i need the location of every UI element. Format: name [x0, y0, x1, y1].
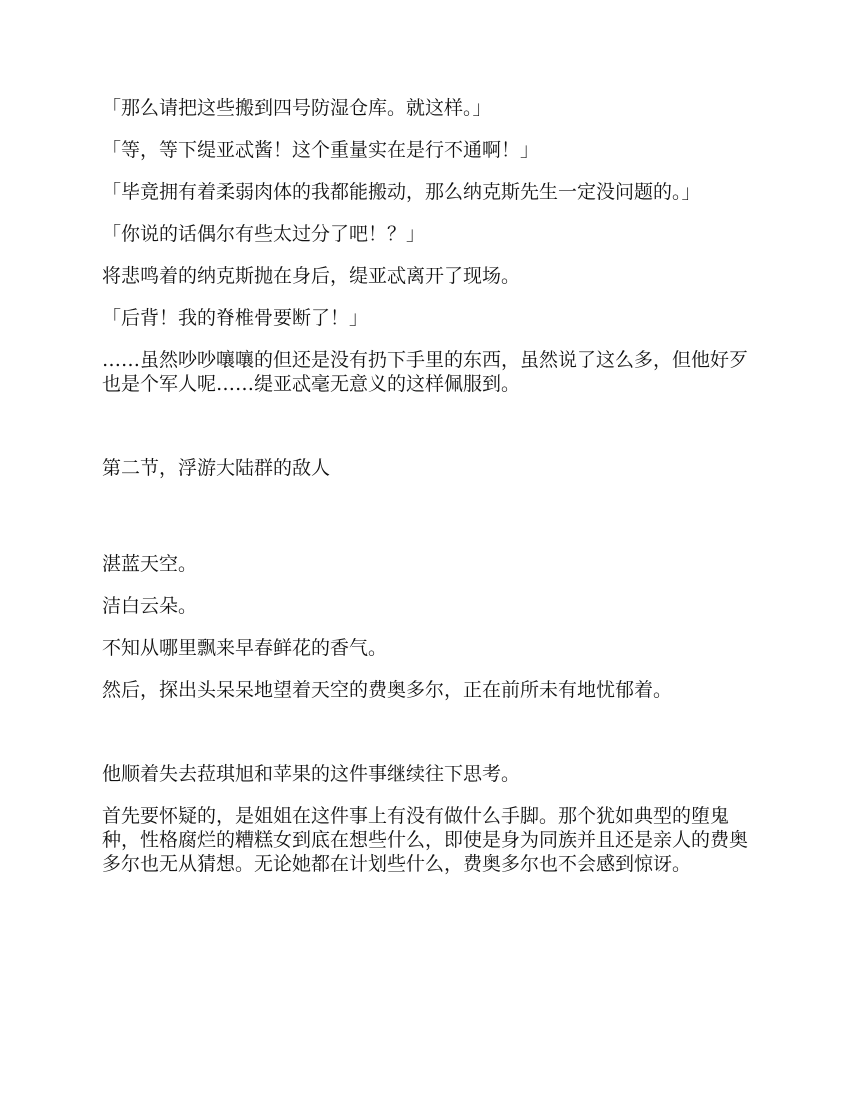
narration-paragraph: 然后，探出头呆呆地望着天空的费奥多尔，正在前所未有地忧郁着。	[102, 679, 673, 701]
dialogue-line: 「毕竟拥有着柔弱肉体的我都能搬动，那么纳克斯先生一定没问题的。」	[102, 181, 701, 203]
dialogue-line: 「等，等下缇亚忒酱！这个重量实在是行不通啊！」	[102, 139, 540, 161]
document-page	[102, 96, 752, 894]
narration-paragraph: 首先要怀疑的，是姐姐在这件事上有没有做什么手脚。那个犹如典型的堕鬼种，性格腐烂的糟糕女到底在想些什么，即使是身为同族并且还是亲人的费奥多尔也无从猜想。无论她都在计划些什么，费奥多尔也不会感到惊讶。	[102, 805, 749, 875]
narration-paragraph: 湛蓝天空。	[102, 553, 198, 575]
narration-paragraph: 洁白云朵。	[102, 595, 198, 617]
section-title: 第二节，浮游大陆群的敌人	[102, 457, 331, 479]
narration-paragraph: 他顺着失去菈琪旭和苹果的这件事继续往下思考。	[102, 763, 521, 785]
narration-paragraph: ……虽然吵吵嚷嚷的但还是没有扔下手里的东西，虽然说了这么多，但他好歹也是个军人呢……缇亚忒毫无意义的这样佩服到。	[102, 349, 749, 395]
dialogue-line: 「后背！我的脊椎骨要断了！」	[102, 307, 369, 329]
dialogue-line: 「你说的话偶尔有些太过分了吧！？」	[102, 223, 426, 245]
narration-paragraph: 将悲鸣着的纳克斯抛在身后，缇亚忒离开了现场。	[102, 265, 521, 287]
narration-paragraph: 不知从哪里飘来早春鲜花的香气。	[102, 637, 388, 659]
dialogue-line: 「那么请把这些搬到四号防湿仓库。就这样。」	[102, 97, 492, 119]
